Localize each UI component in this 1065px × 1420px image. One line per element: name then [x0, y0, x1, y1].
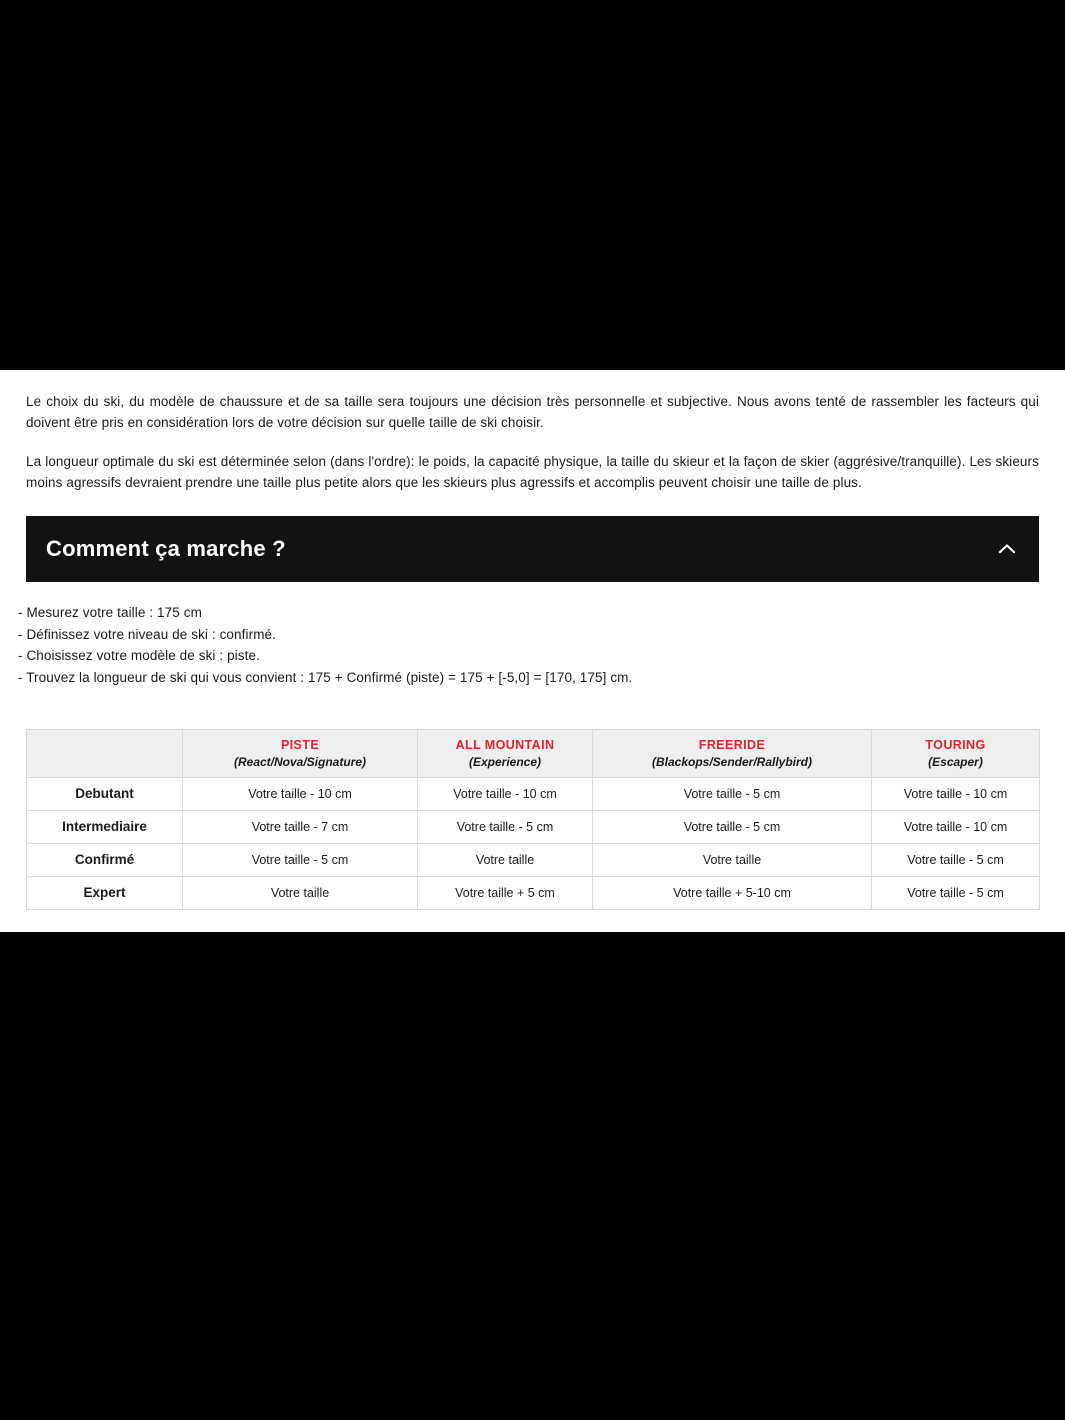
intro-paragraph-2: La longueur optimale du ski est déterminée selon (dans l'ordre): le poids, la capacité physique, la taille du skieur et la façon de skier (aggrésive/tranquille). Les skieurs moins agressifs devraient prendre une taille plus petite alors que les skieurs plus agressifs et accomplis peuvent choisir une taille de plus.: [26, 453, 1039, 490]
top-black-area: [0, 0, 1065, 370]
table-head: [27, 729, 1040, 777]
sizing-table: [26, 729, 1040, 910]
table-cell: Votre taille - 5 cm: [872, 876, 1040, 909]
col-title: FREERIDE: [698, 737, 766, 752]
table-row: [27, 810, 1040, 843]
table-cell: Votre taille - 5 cm: [183, 843, 418, 876]
sizing-table-wrapper: [0, 691, 1065, 910]
col-title: ALL MOUNTAIN: [455, 737, 555, 752]
table-cell: Votre taille - 10 cm: [872, 810, 1040, 843]
accordion-header-comment-ca-marche[interactable]: [26, 516, 1039, 582]
col-subtitle: (Experience): [468, 754, 542, 769]
table-col-freeride: [593, 729, 872, 777]
table-cell: Votre taille: [183, 876, 418, 909]
table-cell: Votre taille - 7 cm: [183, 810, 418, 843]
table-header-row: [27, 729, 1040, 777]
col-subtitle: (Escaper): [928, 754, 983, 769]
table-row: [27, 876, 1040, 909]
table-col-all-mountain: [418, 729, 593, 777]
table-cell: Votre taille - 5 cm: [593, 777, 872, 810]
table-cell: Votre taille - 10 cm: [183, 777, 418, 810]
col-title: PISTE: [280, 737, 320, 752]
table-corner-cell: [27, 729, 183, 777]
row-level-label: Debutant: [27, 777, 183, 810]
table-cell: Votre taille + 5-10 cm: [593, 876, 872, 909]
table-cell: Votre taille - 10 cm: [872, 777, 1040, 810]
table-row: [27, 843, 1040, 876]
table-cell: Votre taille - 5 cm: [872, 843, 1040, 876]
table-cell: Votre taille: [593, 843, 872, 876]
bottom-black-area: [0, 932, 1065, 1420]
content-panel: [0, 370, 1065, 932]
chevron-up-icon[interactable]: [997, 539, 1017, 559]
steps-list: [0, 582, 1065, 687]
col-title: TOURING: [925, 737, 986, 752]
step-item: - Définissez votre niveau de ski : confirmé.: [18, 626, 276, 642]
panel-bottom-padding: [0, 910, 1065, 932]
col-subtitle: (Blackops/Sender/Rallybird): [651, 754, 813, 769]
row-level-label: Intermediaire: [27, 810, 183, 843]
table-cell: Votre taille: [418, 843, 593, 876]
table-col-touring: [872, 729, 1040, 777]
col-subtitle: (React/Nova/Signature): [233, 754, 367, 769]
table-cell: Votre taille - 10 cm: [418, 777, 593, 810]
accordion-title: Comment ça marche ?: [46, 535, 286, 561]
table-cell: Votre taille - 5 cm: [418, 810, 593, 843]
table-cell: Votre taille + 5 cm: [418, 876, 593, 909]
row-level-label: Confirmé: [27, 843, 183, 876]
table-body: [27, 777, 1040, 909]
intro-paragraph-1: Le choix du ski, du modèle de chaussure et de sa taille sera toujours une décision très personnelle et subjective. Nous avons tenté de rassembler les facteurs qui doivent être pris en considération lors de votre décision sur quelle taille de ski choisir.: [26, 394, 1039, 430]
step-item: - Choisissez votre modèle de ski : piste.: [18, 648, 260, 664]
table-cell: Votre taille - 5 cm: [593, 810, 872, 843]
table-col-piste: [183, 729, 418, 777]
intro-section: [0, 370, 1065, 494]
step-item: - Mesurez votre taille : 175 cm: [18, 604, 202, 620]
row-level-label: Expert: [27, 876, 183, 909]
step-item: - Trouvez la longueur de ski qui vous convient : 175 + Confirmé (piste) = 175 + [-5,0] = [170, 175] cm.: [18, 670, 633, 686]
table-row: [27, 777, 1040, 810]
